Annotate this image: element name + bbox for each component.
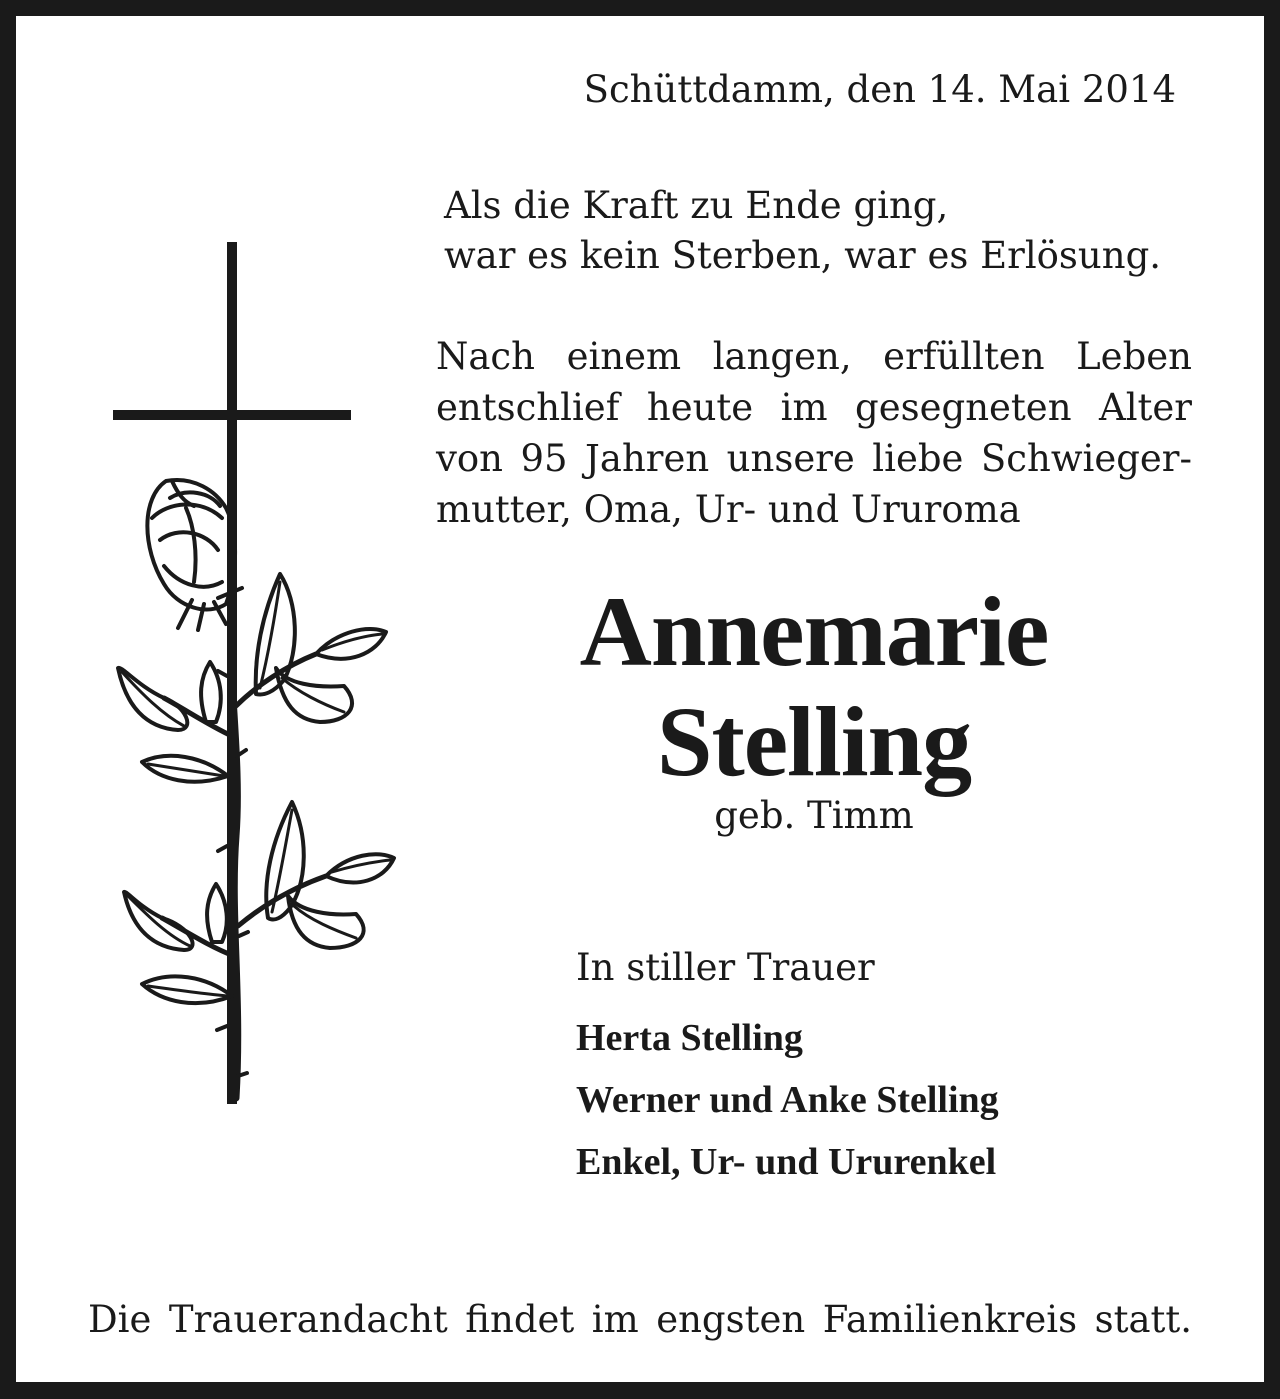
body-line-1: Nach einem langen, erfüllten Leben <box>436 335 1192 378</box>
birth-name: geb. Timm <box>714 794 914 837</box>
body-line-2: entschlief heute im gesegneten Alter <box>436 386 1192 429</box>
family-member-1: Herta Stelling <box>576 1017 803 1059</box>
body-line-3: von 95 Jahren unsere liebe Schwieger- <box>436 437 1192 480</box>
deceased-first-name: Annemarie <box>579 576 1049 687</box>
motto-line-1: Als die Kraft zu Ende ging, <box>444 184 949 227</box>
cross-with-rose-icon <box>86 236 406 1116</box>
footer-note: Die Trauerandacht findet im engsten Familienkreis statt. <box>88 1298 1192 1341</box>
mourning-label: In stiller Trauer <box>576 946 875 989</box>
date-line: Schüttdamm, den 14. Mai 2014 <box>583 68 1176 111</box>
deceased-last-name: Stelling <box>656 686 972 797</box>
obituary-notice <box>16 16 1264 1382</box>
body-line-4: mutter, Oma, Ur- und Ururoma <box>436 488 1021 531</box>
family-member-2: Werner und Anke Stelling <box>576 1079 999 1121</box>
family-member-3: Enkel, Ur- und Ururenkel <box>576 1141 997 1183</box>
motto-line-2: war es kein Sterben, war es Erlösung. <box>444 234 1162 277</box>
